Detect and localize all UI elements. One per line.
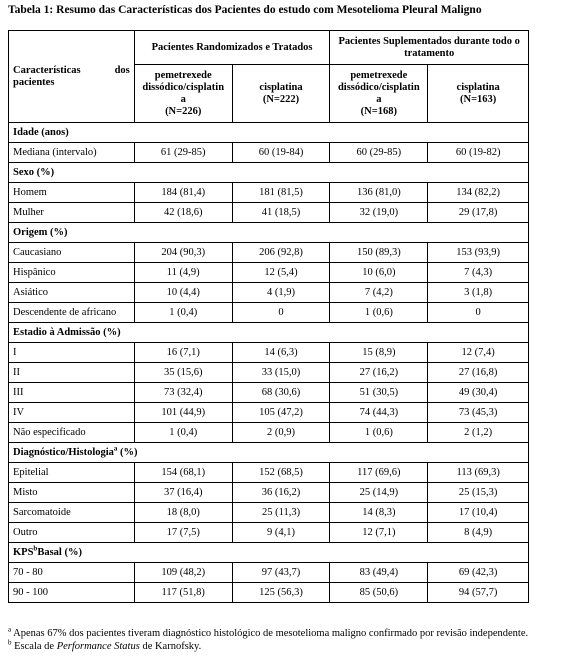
column-header-pemetrexed-1: pemetrexede dissódico/cisplatin a (N=226) — [134, 65, 232, 123]
table-cell: 204 (90,3) — [134, 243, 232, 263]
row-label: IV — [9, 403, 135, 423]
table-cell: 17 (7,5) — [134, 523, 232, 543]
table-body — [9, 123, 529, 603]
table-cell: 154 (68,1) — [134, 463, 232, 483]
table-row — [9, 143, 529, 163]
table-cell: 73 (32,4) — [134, 383, 232, 403]
column-header-cisplatin-2: cisplatina (N=163) — [428, 65, 529, 123]
table-cell: 33 (15,0) — [232, 363, 330, 383]
table-cell: 27 (16,2) — [330, 363, 428, 383]
table-cell: 1 (0,4) — [134, 303, 232, 323]
table-cell: 25 (15,3) — [428, 483, 529, 503]
table-cell: 73 (45,3) — [428, 403, 529, 423]
table-cell: 136 (81,0) — [330, 183, 428, 203]
table-cell: 32 (19,0) — [330, 203, 428, 223]
row-label: Sarcomatoide — [9, 503, 135, 523]
table-cell: 85 (50,6) — [330, 583, 428, 603]
table-row — [9, 283, 529, 303]
table-cell: 117 (51,8) — [134, 583, 232, 603]
table-cell: 49 (30,4) — [428, 383, 529, 403]
row-label: Mulher — [9, 203, 135, 223]
table-row — [9, 343, 529, 363]
table-cell: 181 (81,5) — [232, 183, 330, 203]
table-cell: 36 (16,2) — [232, 483, 330, 503]
table-row — [9, 183, 529, 203]
table-row — [9, 403, 529, 423]
table-row — [9, 483, 529, 503]
group-header-supplemented: Pacientes Suplementados durante todo o tratamento — [330, 31, 529, 65]
table-cell: 1 (0,4) — [134, 423, 232, 443]
row-label: Caucasiano — [9, 243, 135, 263]
table-cell: 2 (0,9) — [232, 423, 330, 443]
row-label: Homem — [9, 183, 135, 203]
row-label: II — [9, 363, 135, 383]
table-cell: 25 (11,3) — [232, 503, 330, 523]
table-cell: 37 (16,4) — [134, 483, 232, 503]
table-row — [9, 423, 529, 443]
table-cell: 83 (49,4) — [330, 563, 428, 583]
row-label: Outro — [9, 523, 135, 543]
column-header-pemetrexed-2: pemetrexede dissódico/cisplatin a (N=168) — [330, 65, 428, 123]
table-row — [9, 523, 529, 543]
table-cell: 25 (14,9) — [330, 483, 428, 503]
column-header-cisplatin-1: cisplatina (N=222) — [232, 65, 330, 123]
table-cell: 15 (8,9) — [330, 343, 428, 363]
table-cell: 7 (4,3) — [428, 263, 529, 283]
section-row — [9, 323, 529, 343]
table-row — [9, 503, 529, 523]
table-cell: 69 (42,3) — [428, 563, 529, 583]
table-cell: 42 (18,6) — [134, 203, 232, 223]
table-cell: 117 (69,6) — [330, 463, 428, 483]
table-cell: 60 (29-85) — [330, 143, 428, 163]
row-label: Descendente de africano — [9, 303, 135, 323]
footnotes — [8, 627, 528, 653]
row-label: Hispânico — [9, 263, 135, 283]
table-cell: 16 (7,1) — [134, 343, 232, 363]
row-label: 90 - 100 — [9, 583, 135, 603]
section-row — [9, 223, 529, 243]
row-label: Asiático — [9, 283, 135, 303]
table-cell: 150 (89,3) — [330, 243, 428, 263]
table-cell: 206 (92,8) — [232, 243, 330, 263]
table-cell: 51 (30,5) — [330, 383, 428, 403]
table-row — [9, 563, 529, 583]
table-cell: 74 (44,3) — [330, 403, 428, 423]
row-label: Epitelial — [9, 463, 135, 483]
row-label-header: Características dos pacientes — [9, 31, 135, 123]
table-row — [9, 203, 529, 223]
table-cell: 60 (19-84) — [232, 143, 330, 163]
row-label: Mediana (intervalo) — [9, 143, 135, 163]
footnote-b: $^b$ Escala de Performance Status de Karnofsky. — [8, 638, 202, 652]
table-cell: 101 (44,9) — [134, 403, 232, 423]
row-label: Não especificado — [9, 423, 135, 443]
section-row — [9, 123, 529, 143]
table-cell: 113 (69,3) — [428, 463, 529, 483]
section-row — [9, 543, 529, 563]
group-header-randomized: Pacientes Randomizados e Tratados — [134, 31, 330, 65]
table-cell: 14 (8,3) — [330, 503, 428, 523]
section-heading: Idade (anos) — [9, 123, 529, 143]
row-label: III — [9, 383, 135, 403]
section-row — [9, 443, 529, 463]
table-cell: 61 (29-85) — [134, 143, 232, 163]
table-cell: 41 (18,5) — [232, 203, 330, 223]
table-cell: 7 (4,2) — [330, 283, 428, 303]
table-cell: 3 (1,8) — [428, 283, 529, 303]
table-cell: 153 (93,9) — [428, 243, 529, 263]
table-cell: 10 (6,0) — [330, 263, 428, 283]
table-cell: 134 (82,2) — [428, 183, 529, 203]
table-cell: 0 — [232, 303, 330, 323]
table-cell: 18 (8,0) — [134, 503, 232, 523]
footnote-a: $^a$ Apenas 67% dos pacientes tiveram diagnóstico histológico de mesotelioma maligno confirmado por revisão independente. — [8, 625, 529, 639]
patient-characteristics-table — [8, 30, 529, 603]
table-cell: 105 (47,2) — [232, 403, 330, 423]
table-cell: 12 (5,4) — [232, 263, 330, 283]
section-heading: Estadio à Admissão (%) — [9, 323, 529, 343]
table-cell: 35 (15,6) — [134, 363, 232, 383]
section-heading: Diagnóstico/Histologia$^a$ (%) — [9, 443, 529, 463]
table-cell: 29 (17,8) — [428, 203, 529, 223]
table-cell: 14 (6,3) — [232, 343, 330, 363]
section-heading: Origem (%) — [9, 223, 529, 243]
table-cell: 2 (1,2) — [428, 423, 529, 443]
table-cell: 12 (7,1) — [330, 523, 428, 543]
table-row — [9, 583, 529, 603]
table-cell: 97 (43,7) — [232, 563, 330, 583]
table-cell: 0 — [428, 303, 529, 323]
table-cell: 1 (0,6) — [330, 423, 428, 443]
table-cell: 8 (4,9) — [428, 523, 529, 543]
table-cell: 152 (68,5) — [232, 463, 330, 483]
table-cell: 9 (4,1) — [232, 523, 330, 543]
table-cell: 68 (30,6) — [232, 383, 330, 403]
table-row — [9, 263, 529, 283]
table-cell: 109 (48,2) — [134, 563, 232, 583]
table-row — [9, 363, 529, 383]
table-cell: 17 (10,4) — [428, 503, 529, 523]
table-row — [9, 383, 529, 403]
row-label: I — [9, 343, 135, 363]
table-cell: 12 (7,4) — [428, 343, 529, 363]
table-row — [9, 243, 529, 263]
row-label: Misto — [9, 483, 135, 503]
table-cell: 125 (56,3) — [232, 583, 330, 603]
table-cell: 4 (1,9) — [232, 283, 330, 303]
table-title: Tabela 1: Resumo das Características dos Pacientes do estudo com Mesotelioma Pleural Maligno — [8, 4, 482, 16]
row-label: 70 - 80 — [9, 563, 135, 583]
table-cell: 27 (16,8) — [428, 363, 529, 383]
section-heading: Sexo (%) — [9, 163, 529, 183]
section-heading: KPS$^b$Basal (%) — [9, 543, 529, 563]
table-cell: 184 (81,4) — [134, 183, 232, 203]
table-cell: 11 (4,9) — [134, 263, 232, 283]
table-cell: 60 (19-82) — [428, 143, 529, 163]
table-cell: 94 (57,7) — [428, 583, 529, 603]
table-cell: 10 (4,4) — [134, 283, 232, 303]
table-cell: 1 (0,6) — [330, 303, 428, 323]
table-row — [9, 303, 529, 323]
table-row — [9, 463, 529, 483]
section-row — [9, 163, 529, 183]
